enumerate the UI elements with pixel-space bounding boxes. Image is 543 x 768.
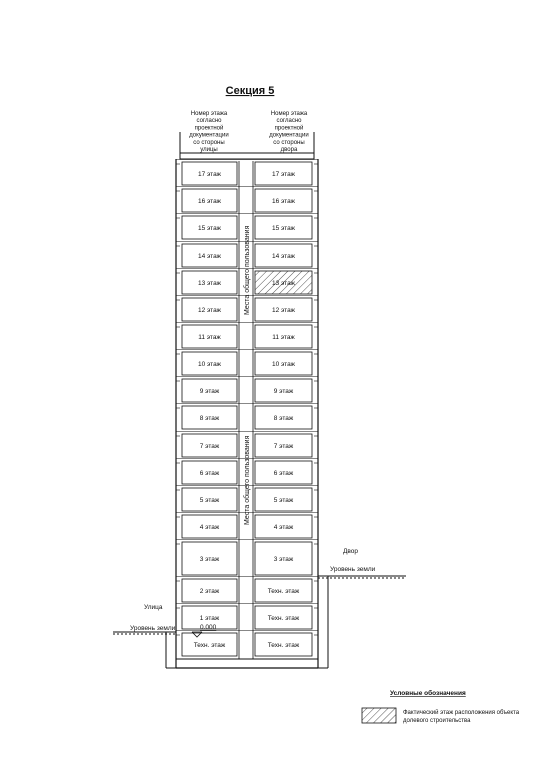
legend-hatch-swatch — [362, 708, 396, 723]
floor-label-street: 3 этаж — [199, 556, 220, 563]
floor-label-yard: 15 этаж — [271, 225, 296, 232]
header-right-line: Номер этажа — [270, 111, 308, 117]
header-left-line: улицы — [200, 147, 218, 153]
floor-label-yard: 11 этаж — [272, 334, 295, 341]
floor-label-street: 16 этаж — [197, 198, 222, 205]
header-left-line: проектной — [194, 125, 224, 132]
header-right-line: документации — [269, 132, 309, 139]
yard-label: Двор — [343, 548, 359, 555]
street-ground-level-label: Уровень земли — [130, 625, 176, 632]
floor-label-yard: 17 этаж — [271, 171, 296, 178]
floor-label-street: 4 этаж — [199, 524, 220, 531]
floor-label-yard: Техн. этаж — [267, 642, 300, 649]
floor-label-street: 9 этаж — [199, 388, 220, 395]
header-left-caption — [189, 111, 228, 153]
floor-label-street: Техн. этаж — [193, 642, 226, 649]
floor-label-street: 5 этаж — [199, 497, 220, 504]
street-label: Улица — [144, 604, 163, 611]
header-right-line: проектной — [274, 125, 304, 132]
floor-label-street: 7 этаж — [199, 443, 220, 450]
floor-label-yard: 12 этаж — [271, 307, 296, 314]
floor-label-yard: 7 этаж — [273, 443, 294, 450]
floor-label-yard: 16 этаж — [271, 198, 296, 205]
floor-label-yard: 8 этаж — [273, 415, 294, 422]
legend-item-line1: Фактический этаж расположения объекта — [403, 710, 520, 716]
floor-label-street: 15 этаж — [197, 225, 222, 232]
floor-label-yard: 10 этаж — [271, 361, 296, 368]
common-area-label-lower: Места общего пользования — [244, 435, 251, 525]
header-right-caption — [269, 111, 308, 153]
floor-label-street: 2 этаж — [199, 588, 220, 595]
floor-label-yard: 13 этаж — [271, 280, 296, 287]
floor-label-street: 1 этаж — [199, 615, 220, 622]
page-title: Секция 5 — [225, 85, 275, 97]
floor-label-street: 13 этаж — [197, 280, 222, 287]
floor-label-yard: 9 этаж — [273, 388, 294, 395]
header-left-line: со стороны — [193, 139, 225, 146]
floor-label-street: 11 этаж — [198, 334, 221, 341]
yard-ground-level-label: Уровень земли — [330, 566, 376, 573]
floor-label-yard: 14 этаж — [271, 253, 296, 260]
header-right-line: согласно — [276, 118, 302, 125]
header-right-line: двора — [280, 147, 298, 153]
common-area-label-upper: Места общего пользования — [244, 225, 251, 315]
floor-label-yard: 5 этаж — [273, 497, 294, 504]
header-left-line: Номер этажа — [190, 111, 228, 117]
floor-label-yard: 3 этаж — [273, 556, 294, 563]
floor-label-street: 17 этаж — [197, 171, 222, 178]
yard-ground — [318, 576, 406, 668]
floor-label-yard: Техн. этаж — [267, 588, 300, 595]
zero-mark-label: 0.000 — [200, 624, 217, 631]
floor-label-street: 14 этаж — [197, 253, 222, 260]
legend-title: Условные обозначения — [390, 690, 466, 697]
street-ground — [113, 632, 176, 668]
header-left-line: согласно — [196, 118, 222, 125]
floor-label-street: 10 этаж — [197, 361, 222, 368]
floor-label-yard: 6 этаж — [273, 470, 294, 477]
header-left-line: документации — [189, 132, 229, 139]
floor-label-yard: Техн. этаж — [267, 615, 300, 622]
floor-label-street: 12 этаж — [197, 307, 222, 314]
floor-label-street: 6 этаж — [199, 470, 220, 477]
legend-item-line2: долевого строительства — [403, 718, 471, 724]
header-right-line: со стороны — [273, 139, 305, 146]
floor-label-street: 8 этаж — [199, 415, 220, 422]
floor-label-yard: 4 этаж — [273, 524, 294, 531]
